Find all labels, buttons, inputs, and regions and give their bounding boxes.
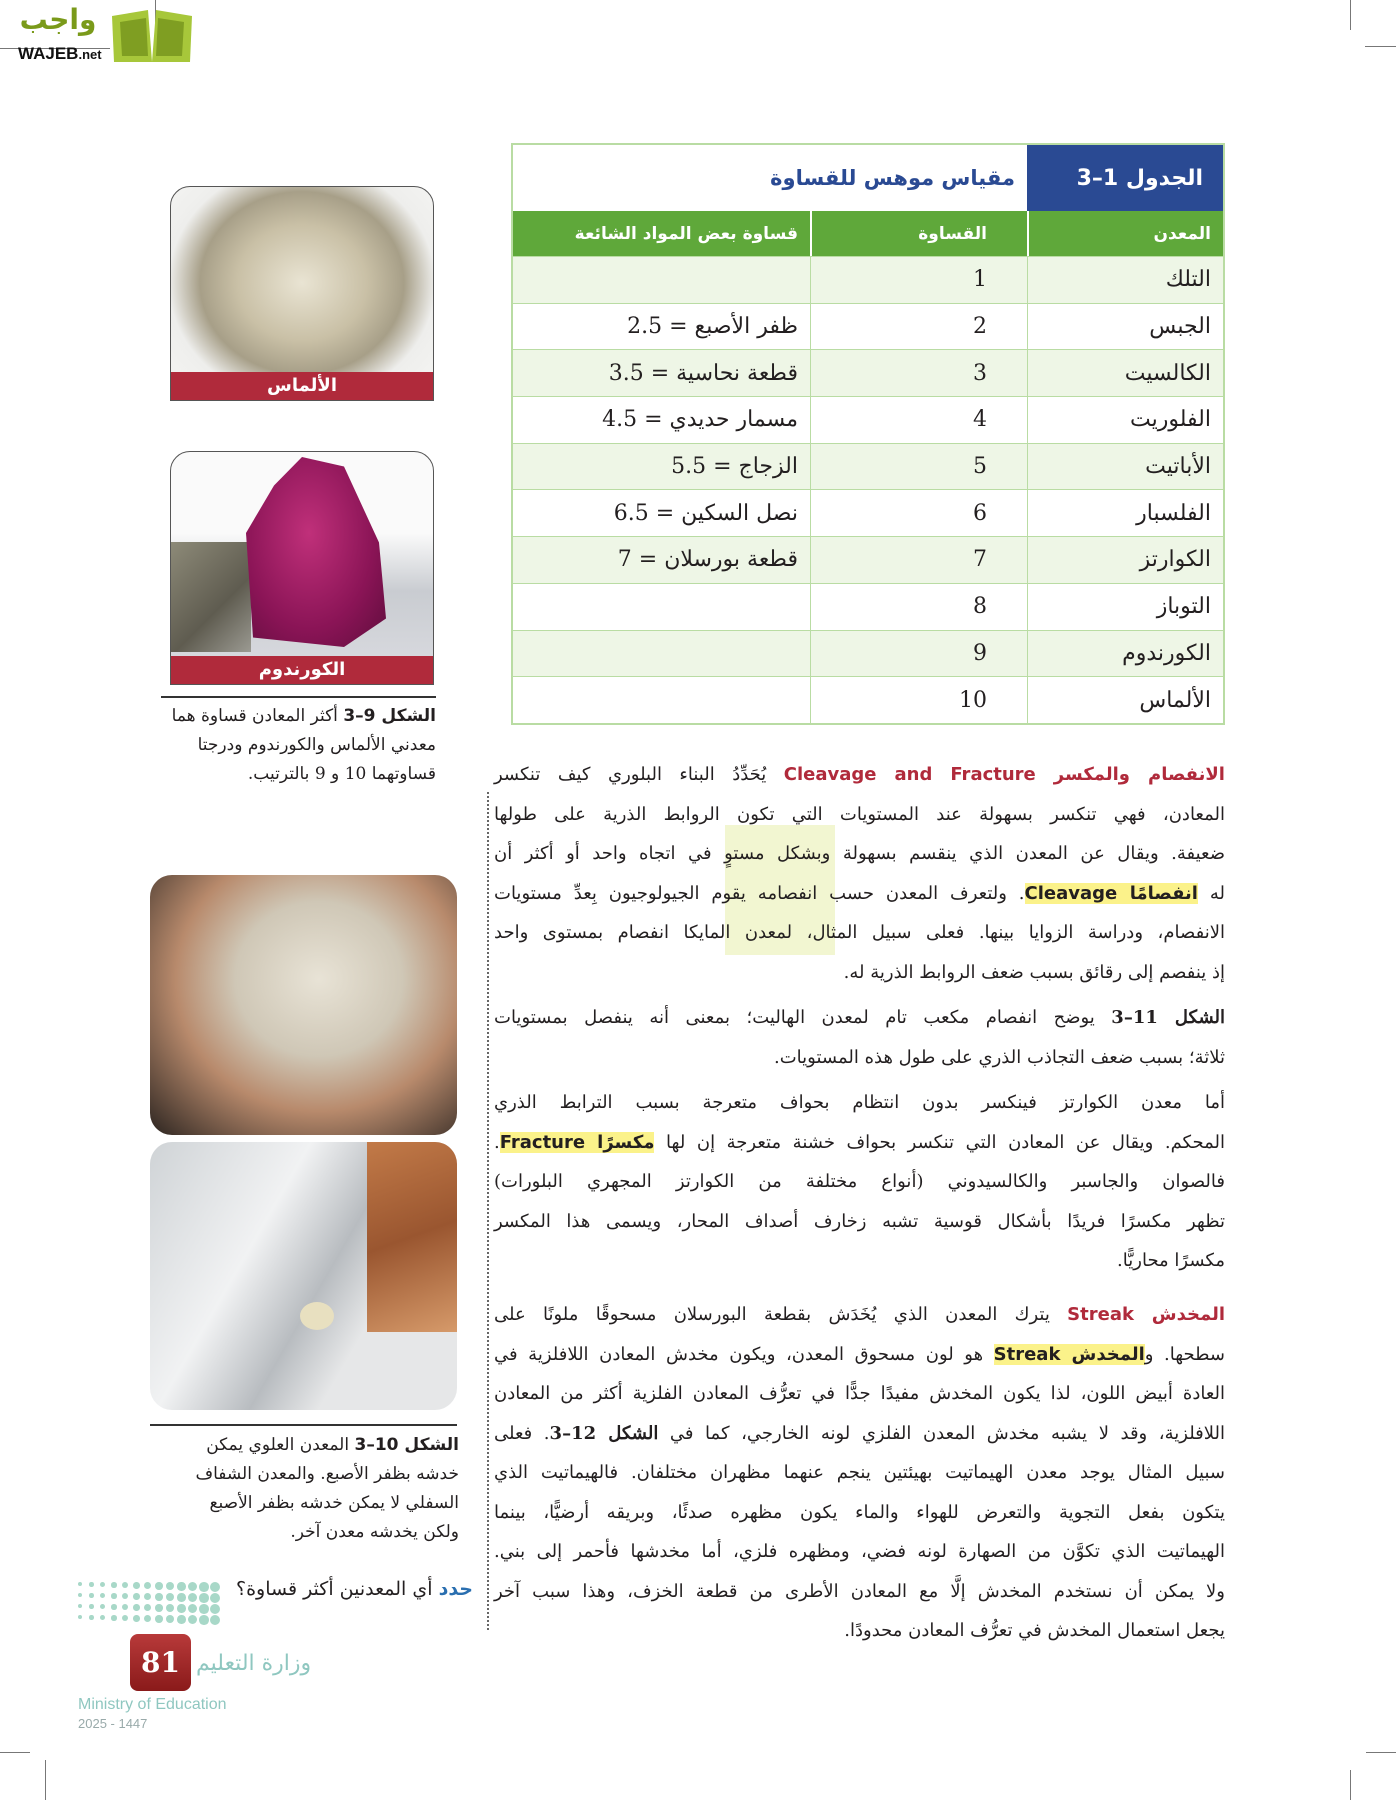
column-header-common-materials: قساوة بعض المواد الشائعة <box>574 223 798 244</box>
cell-mineral: الجبس <box>1027 304 1223 350</box>
figure-ref: الشكل 9–3 <box>343 706 436 726</box>
cell-mineral: الأباتيت <box>1027 444 1223 490</box>
dot <box>122 1615 128 1621</box>
dot <box>133 1615 140 1622</box>
table-number: الجدول 1–3 <box>1027 145 1223 211</box>
cell-mineral: الألماس <box>1027 677 1223 723</box>
caption-text: معدني الألماس والكورندوم ودرجتا <box>197 735 436 755</box>
table-row <box>513 536 1223 583</box>
crop-mark <box>45 1760 46 1800</box>
dot <box>89 1593 94 1598</box>
body-text: اللافلزية، وقد لا يشبه مخدش المعدن الفلزي لونه الخارجي، كما في <box>658 1422 1225 1444</box>
dot <box>133 1593 140 1600</box>
dot <box>155 1615 163 1623</box>
text-line <box>494 1083 1225 1123</box>
cell-hardness: 9 <box>810 631 1027 677</box>
dot <box>199 1593 209 1603</box>
cell-hardness: 6 <box>810 490 1027 536</box>
dot <box>122 1582 128 1588</box>
text-line <box>494 834 1225 874</box>
text-line <box>494 1493 1225 1533</box>
cell-hardness: 7 <box>810 537 1027 583</box>
diamond-photo <box>170 186 434 401</box>
table-header-row <box>513 211 1223 256</box>
scratch-by-fingernail-photo <box>150 875 457 1135</box>
table-row <box>513 349 1223 396</box>
section-heading: المخدش Streak <box>1067 1304 1225 1325</box>
body-text: مكسرًا محاريًّا. <box>1117 1250 1225 1271</box>
cell-common-material <box>513 257 810 303</box>
dot <box>166 1604 174 1612</box>
dot <box>210 1582 220 1592</box>
table-row <box>513 256 1223 303</box>
dot <box>78 1604 82 1608</box>
column-header-hardness: القساوة <box>810 211 1027 256</box>
dot <box>100 1604 105 1609</box>
cell-mineral: الكوارتز <box>1027 537 1223 583</box>
dot <box>89 1604 94 1609</box>
table-row <box>513 676 1223 723</box>
cell-common-material: ظفر الأصبع = 2.5 <box>627 314 798 340</box>
key-term: مكسرًا Fracture <box>499 1131 655 1153</box>
academic-year: 2025 - 1447 <box>78 1716 148 1731</box>
dot <box>100 1615 105 1620</box>
corundum-label: الكورندوم <box>171 656 433 684</box>
body-text: الهيماتيت الذي تكوَّن من الصهارة لونه فضي، ومظهره فلزي، أما مخدشها فأحمر إلى بني. <box>494 1541 1225 1562</box>
dot <box>210 1604 220 1614</box>
cell-common-material: مسمار حديدي = 4.5 <box>602 407 798 433</box>
text-line <box>494 1335 1225 1375</box>
cell-common-material <box>513 584 810 630</box>
text-line <box>494 1241 1225 1281</box>
body-text: . فعلى <box>494 1422 550 1444</box>
dot <box>111 1615 117 1621</box>
dot <box>177 1604 186 1613</box>
book-icon <box>108 6 196 66</box>
cell-hardness: 3 <box>810 350 1027 396</box>
cell-mineral: التلك <box>1027 257 1223 303</box>
caption-text: السفلي لا يمكن خدشه بظفر الأصبع <box>209 1493 459 1513</box>
cell-common-material: قطعة بورسلان = 7 <box>617 547 798 573</box>
key-term: المخدش Streak <box>993 1343 1145 1365</box>
paragraph-cleavage-fracture <box>494 755 1225 992</box>
paragraph-quartz-fracture <box>494 1083 1225 1281</box>
cell-hardness: 2 <box>810 304 1027 350</box>
dot <box>199 1582 209 1592</box>
column-divider <box>487 792 489 1630</box>
body-text: الانفصام، ودراسة الزوايا بينها. فعلى سبيل المثال، لمعدن المايكا انفصام بمستوى واحد <box>494 922 1225 943</box>
diamond-label: الألماس <box>171 372 433 400</box>
question-verb: حدد <box>438 1578 473 1600</box>
figure-ref: الشكل 10–3 <box>354 1435 459 1455</box>
cell-hardness: 8 <box>810 584 1027 630</box>
text-line <box>494 1532 1225 1572</box>
figure-10-caption <box>145 1431 459 1547</box>
dot <box>144 1604 151 1611</box>
text-line <box>494 1453 1225 1493</box>
text-line <box>494 795 1225 835</box>
paragraph-halite <box>494 998 1225 1077</box>
text-line <box>494 953 1225 993</box>
dot <box>155 1582 163 1590</box>
body-text: يترك المعدن الذي يُخَدَش بقطعة البورسلان مسحوقًا ملونًا على <box>494 1304 1068 1325</box>
cell-common-material: الزجاج = 5.5 <box>671 454 798 480</box>
dot <box>100 1593 105 1598</box>
dot <box>188 1615 197 1624</box>
body-text: المحكم. ويقال عن المعادن التي تنكسر بحواف خشنة متعرجة إن لها <box>654 1131 1226 1153</box>
body-text: المعادن، فهي تنكسر بسهولة عند المستويات التي تكون الروابط الذرية على طولها <box>494 803 1225 825</box>
dot <box>78 1593 82 1597</box>
key-term: انفصامًا Cleavage <box>1024 882 1198 904</box>
body-text: ولا يمكن أن نستخدم المخدش إلَّا مع المعادن الأطرى من قطعة الخزف، وهذا سبب آخر <box>494 1580 1226 1602</box>
body-text: فالصوان والجاسبر والكالسيدوني (أنواع مختلفة من الكوارتز المجهري البلورات) <box>494 1171 1225 1192</box>
body-text: إذ ينفصم إلى رقائق بسبب ضعف الروابط الذرية له. <box>843 961 1225 983</box>
text-line <box>494 1123 1225 1163</box>
ministry-logo <box>78 1650 338 1736</box>
dot <box>155 1593 163 1601</box>
logo-arabic: واجب <box>19 3 97 36</box>
body-text: سبيل المثال يوجد معدن الهيماتيت بهيئتين ينجم عنهما مظهران مختلفان. فالهيماتيت الذي <box>494 1462 1225 1483</box>
crop-mark <box>1365 46 1396 47</box>
caption-rule <box>150 1424 457 1426</box>
ministry-english: Ministry of Education <box>78 1696 227 1713</box>
dot <box>166 1615 174 1623</box>
body-text: يوضح انفصام مكعب تام لمعدن الهاليت؛ بمعنى أنه ينفصل بمستويات <box>494 1007 1112 1028</box>
body-text: تظهر مكسرًا فريدًا بأشكال قوسية تشبه زخارف أصداف المحار، ويسمى هذا المكسر <box>494 1210 1225 1232</box>
body-text: له <box>1197 882 1226 904</box>
table-row <box>513 630 1223 677</box>
body-text: ثلاثة؛ بسبب ضعف التجاذب الذري على طول هذه المستويات. <box>774 1046 1225 1068</box>
body-text: . <box>494 1131 500 1153</box>
body-text: هو لون مسحوق المعدن، ويكون مخدش المعادن اللافلزية في <box>494 1343 994 1365</box>
dot <box>155 1604 163 1612</box>
figure-reference: الشكل 11–3 <box>1111 1007 1226 1028</box>
body-text: سطحها. و <box>1144 1343 1225 1365</box>
dot <box>89 1615 94 1620</box>
dot <box>210 1615 220 1625</box>
body-text: العادة أبيض اللون، لذا يكون المخدش مفيدًا جدًّا في تعرُّف المعادن الفلزية أكثر من المعادن <box>494 1383 1225 1404</box>
crop-mark <box>1350 0 1351 30</box>
dot <box>89 1582 94 1587</box>
table-title: مقياس موهس للقساوة <box>770 166 1015 190</box>
crop-mark <box>0 1752 30 1753</box>
cell-common-material <box>513 677 810 723</box>
text-line <box>494 998 1225 1038</box>
dot <box>133 1582 140 1589</box>
dot <box>100 1582 105 1587</box>
dot <box>78 1582 82 1586</box>
body-text: أما معدن الكوارتز فينكسر بدون انتظام بحواف متعرجة بسبب الترابط الذري <box>494 1092 1225 1113</box>
caption-text: ولكن يخدشه معدن آخر. <box>290 1522 459 1542</box>
ministry-dots-logo <box>78 1582 228 1632</box>
crop-mark <box>1350 1770 1351 1800</box>
wajeb-logo[interactable] <box>8 2 193 68</box>
table-body <box>513 256 1223 723</box>
table-row <box>513 396 1223 443</box>
dot <box>166 1593 174 1601</box>
paragraph-streak <box>494 1295 1225 1651</box>
caption-text: أكثر المعادن قساوة هما <box>171 706 344 726</box>
transparent-mineral-photo <box>150 1142 457 1410</box>
cell-mineral: التوباز <box>1027 584 1223 630</box>
body-text: يُحَدِّدُ البناء البلوري كيف تنكسر <box>494 764 784 785</box>
cell-common-material: قطعة نحاسية = 3.5 <box>608 360 798 386</box>
table-row <box>513 583 1223 630</box>
cell-hardness: 1 <box>810 257 1027 303</box>
text-line <box>494 913 1225 953</box>
text-line <box>494 1414 1225 1454</box>
dot <box>210 1593 220 1603</box>
dot <box>133 1604 140 1611</box>
logo-latin: WAJEB.net <box>18 44 102 63</box>
table-row <box>513 489 1223 536</box>
dot <box>188 1604 197 1613</box>
ministry-arabic: وزارة التعليم <box>196 1651 312 1676</box>
table-title-bar <box>513 145 1223 211</box>
body-text: يتكون بفعل التجوية والتعرض للهواء والماء يكون مظهره صدئًا، وبريقه أرضيًّا، بينما <box>494 1501 1225 1523</box>
text-line <box>494 1374 1225 1414</box>
mohs-hardness-table <box>511 143 1225 725</box>
dot <box>177 1615 186 1624</box>
dot <box>122 1604 128 1610</box>
text-line <box>494 1295 1225 1335</box>
dot <box>111 1604 117 1610</box>
dot <box>177 1593 186 1602</box>
review-question <box>236 1578 473 1600</box>
cell-mineral: الكالسيت <box>1027 350 1223 396</box>
dot <box>122 1593 128 1599</box>
text-line <box>494 1038 1225 1078</box>
question-text: أي المعدنين أكثر قساوة؟ <box>236 1578 439 1600</box>
text-line <box>494 1162 1225 1202</box>
body-text: يجعل استعمال المخدش في تعرُّف المعادن محدودًا. <box>844 1620 1225 1641</box>
text-line <box>494 874 1225 914</box>
text-line <box>494 1572 1225 1612</box>
caption-text: قساوتهما 10 و 9 بالترتيب. <box>247 764 436 784</box>
dot <box>177 1582 186 1591</box>
dot <box>78 1615 82 1619</box>
cell-common-material: نصل السكين = 6.5 <box>613 500 798 526</box>
caption-rule <box>161 696 436 698</box>
cell-hardness: 5 <box>810 444 1027 490</box>
table-row <box>513 443 1223 490</box>
dot <box>144 1582 151 1589</box>
cell-mineral: الفلسبار <box>1027 490 1223 536</box>
figure-9-caption <box>150 702 436 789</box>
body-text: . ولتعرف المعدن حسب انفصامه يقوم الجيولوجيون بِعدِّ مستويات <box>494 882 1025 904</box>
caption-text: المعدن العلوي يمكن <box>206 1435 355 1455</box>
dot <box>144 1615 151 1622</box>
page-number: 81 <box>130 1634 191 1691</box>
dot <box>111 1582 117 1588</box>
dot <box>111 1593 117 1599</box>
cell-mineral: الفلوريت <box>1027 397 1223 443</box>
figure-reference: الشكل 12–3 <box>549 1422 659 1444</box>
corundum-photo <box>170 451 434 685</box>
body-text: ضعيفة. ويقال عن المعدن الذي ينقسم بسهولة وبشكل مستوٍ في اتجاه واحد أو أكثر أن <box>494 843 1225 864</box>
dot <box>188 1582 197 1591</box>
cell-hardness: 10 <box>810 677 1027 723</box>
text-line <box>494 1202 1225 1242</box>
cell-common-material <box>513 631 810 677</box>
caption-text: خدشه بظفر الأصبع. والمعدن الشفاف <box>195 1464 459 1484</box>
column-header-mineral: المعدن <box>1027 211 1223 256</box>
text-line <box>494 1611 1225 1651</box>
table-row <box>513 303 1223 350</box>
cell-mineral: الكورندوم <box>1027 631 1223 677</box>
dot <box>144 1593 151 1600</box>
dot <box>166 1582 174 1590</box>
dot <box>188 1593 197 1602</box>
section-heading: الانفصام والمكسر Cleavage and Fracture <box>783 764 1225 785</box>
dot <box>199 1604 209 1614</box>
dot <box>199 1615 209 1625</box>
crop-mark <box>1366 1752 1396 1753</box>
cell-hardness: 4 <box>810 397 1027 443</box>
text-line <box>494 755 1225 795</box>
